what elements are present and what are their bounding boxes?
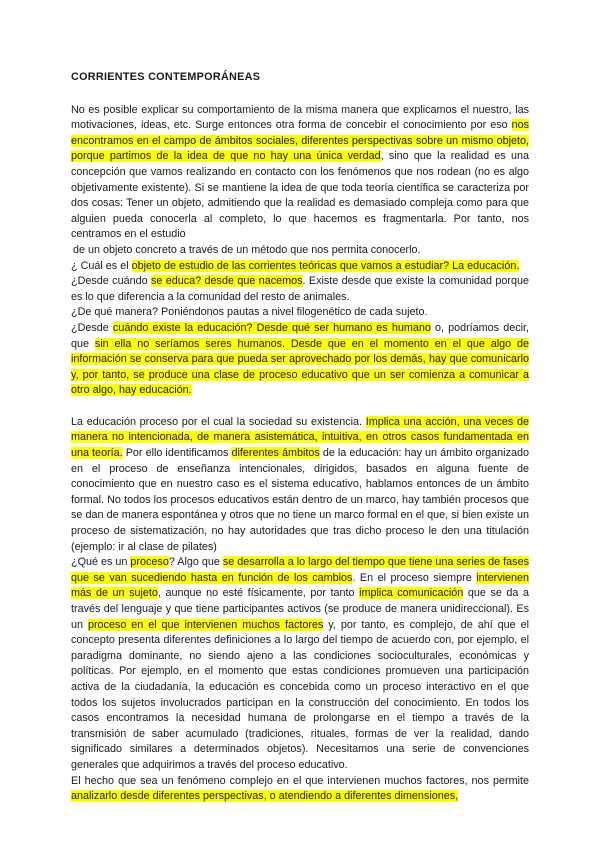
paragraph (71, 774, 529, 805)
text-run: o, podríamos decir, que (71, 321, 529, 350)
paragraph (71, 321, 529, 399)
text-run: ¿Qué es un (71, 556, 131, 569)
text-run: No es posible explicar su comportamiento de la misma manera que explicamos el nuestro, las motivaciones, ideas, etc. Surge entonces otra forma de concebir el conocimiento por eso (71, 103, 529, 132)
text-run: que se da a través del lenguaje y que tiene participantes activos (se produce de manera unidireccional). Es un (71, 587, 529, 631)
paragraph (71, 103, 529, 243)
highlighted-text: Implica una acción, una veces de manera no intencionada, de manera asistemática, intuitiva, en otros casos fundamentada en una teoría. (71, 415, 529, 460)
text-run: La educación proceso por el cual la sociedad su existencia. (71, 415, 366, 428)
highlighted-text: diferentes ámbitos (231, 447, 320, 460)
highlighted-text: proceso en el que intervienen muchos factores (87, 618, 324, 631)
text-run: , aunque no esté físicamente, por tanto (157, 587, 360, 600)
highlighted-text: nos encontramos en el campo de ámbitos sociales, diferentes perspectivas sobre un mismo objeto, porque partimos de la idea de que no hay una única verdad (71, 119, 529, 163)
paragraph (71, 305, 529, 321)
paragraph (71, 415, 529, 555)
highlighted-text: analizarlo desde diferentes perspectivas, o atendiendo a diferentes dimensiones, (71, 790, 459, 803)
paragraph (71, 243, 529, 259)
paragraph (71, 274, 529, 305)
highlighted-text: se educa? desde que nacemos (150, 275, 303, 288)
document-page (71, 70, 529, 805)
highlighted-text: implica comunicación (359, 587, 464, 600)
text-run: de la educación: hay un ámbito organizado en el proceso de enseñanza intencionales, dirigidos, basados en alguna fuente de conocimiento que en nuestro caso es el sistema educativo, hablamos entonces de un ámbito formal. No todos los procesos educativos están dentro de un marco, hay también procesos que se dan de manera espontánea y otros que no tiene un marco formal en el que, si bien existe un proceso de sistematización, no hay autoridades que tras dicho proceso le den una titulación (ejemplo: ir al clase de pilates) (71, 447, 529, 553)
highlighted-text: intervienen más de un sujeto (71, 571, 530, 600)
highlighted-text: cuándo existe la educación? Desde qué ser humano es humano (112, 321, 431, 334)
highlighted-text: proceso (130, 556, 169, 569)
text-run: y, por tanto, es complejo, de ahí que el concepto presenta diferentes definiciones a lo largo del tiempo de acuerdo con, por ejemplo, el paradigma dominante, no siendo ajeno a las condiciones socioculturales, económicas y políticas. Por ejemplo, en el momento que estas condiciones promueven una participación activa de la ciudadanía, la educación es concebida como un proceso interactivo en el que todos los sujetos involucrados participan en la construcción del conocimiento. En todos los casos encontramos la necesidad humana de prolongarse en el tiempo a través de la transmisión de saber acumulado (tradiciones, rituales, formas de ver la realidad, dando significado similares a determinados objetos). Necesitamos una serie de convenciones generales que adquirimos a través del proceso educativo. (71, 618, 529, 771)
text-run: ¿ Cuál es el (71, 259, 132, 272)
highlighted-text: se desarrolla a lo largo del tiempo que tiene una series de fases que se van sucediendo hasta en función de los cambios (71, 556, 529, 584)
text-run: Por ello identificamos (122, 447, 232, 460)
paragraph (71, 259, 529, 275)
text-run: ¿Desde cuándo (71, 275, 151, 288)
highlighted-text: objeto de estudio de las corrientes teóricas que vamos a estudiar? La educación. (131, 259, 520, 272)
text-run: , sino que la realidad es una concepción que vamos realizando en contacto con los fenómenos que nos rodean (no es algo objetivamente existente). Si se mantiene la idea de que toda teoría científica se caracteriza por dos cosas: Tener un objeto, admitiendo que la realidad es demasiado compleja como para que alguien pueda conocerla al completo, lo que hacemos es fragmentarla. Por tanto, nos centramos en el estudio (71, 150, 529, 241)
text-run: El hecho que sea un fenómeno complejo en el que intervienen muchos factores, nos permite (71, 774, 529, 787)
text-run: ? Algo que (168, 556, 223, 569)
highlighted-text: sin ella no seríamos seres humanos. Desde que en el momento en el que algo de información se conserva para que pueda ser aprovechado por los demás, hay que comunicarlo y, por tanto, se produce una clase de proceso educativo que un ser comienza a comunicar a otro algo, hay educación. (71, 337, 530, 397)
document-body (71, 103, 529, 805)
text-run: de un objeto concreto a través de un método que nos permita conocerlo. (73, 243, 421, 256)
text-run: ¿Desde (71, 321, 113, 334)
text-run: ¿De qué manera? Poniéndonos pautas a nivel filogenético de cada sujeto. (71, 306, 428, 319)
document-title: CORRIENTES CONTEMPORÁNEAS (71, 71, 261, 83)
paragraph (71, 555, 529, 773)
text-run: . Existe desde que existe la comunidad porque es lo que diferencia a la comunidad del resto de animales. (71, 275, 529, 303)
text-run: . En el proceso siempre (352, 571, 477, 584)
